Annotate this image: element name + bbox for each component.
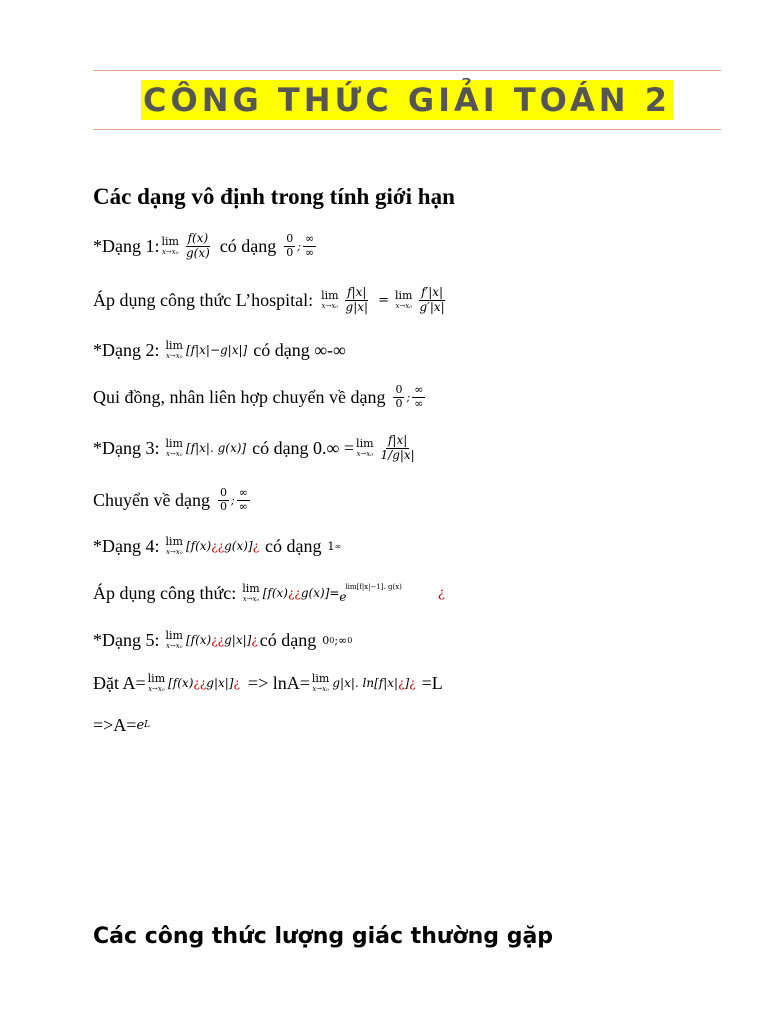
bottom-rule: [93, 129, 721, 130]
result-line: [93, 705, 152, 745]
dang1-label: *Dạng 1:: [93, 235, 160, 256]
ap-dung-4-label: Áp dụng công thức:: [93, 582, 237, 603]
dang5-label: *Dạng 5:: [93, 629, 160, 650]
ln-a-formula: lim x→x₀ g|x|. ln[f|x| ¿ ] ¿: [311, 672, 416, 693]
dang1-formula: [162, 232, 214, 261]
chuyen-line: [93, 480, 254, 520]
dang2-formula: lim x→x₀ [f|x|−g|x|]: [165, 339, 248, 360]
lhospital-line: [93, 280, 451, 320]
dang3-rhs: lim x→x₀ $\frac{f|x|}{1/g|x|}$: [356, 432, 415, 462]
result-label: =>A=: [93, 714, 137, 735]
dang4-form: 1 ∞: [327, 539, 342, 553]
result-formula: e L: [136, 717, 151, 733]
dang1-line: [93, 226, 320, 266]
title-wrap: [93, 80, 721, 120]
chuyen-text: Chuyển về dạng: [93, 489, 210, 510]
dang4-label: *Dạng 4:: [93, 535, 160, 556]
dang5-line: [93, 620, 354, 660]
dang4-text: có dạng: [265, 535, 322, 556]
dat-a-line: [93, 663, 443, 703]
dang3-formula: lim x→x₀ [f|x|. g(x)]: [165, 437, 247, 458]
lhospital-formula: lim x→x₀ $\frac{f|x|}{g|x|}$ = lim x→x₀ $\frac{f'|x|}{g'|x|}$: [321, 284, 445, 314]
top-rule: [93, 70, 721, 71]
section2-heading: Các công thức lượng giác thường gặp: [93, 924, 554, 949]
dang1-text: có dạng: [219, 235, 277, 256]
dat-a-mid: => lnA=: [247, 672, 310, 693]
dat-a-formula: lim x→x₀ [f(x) ¿¿ g|x|] ¿: [147, 672, 240, 693]
dang1-forms: $\frac{0}{0}$ ; $\frac{\infty}{\infty}$: [286, 231, 315, 259]
dang3-label: *Dạng 3:: [93, 437, 160, 458]
dang4-line: [93, 526, 343, 566]
section1-heading: Các dạng vô định trong tính giới hạn: [93, 184, 455, 209]
dang3-line: [93, 428, 421, 468]
lhospital-label: Áp dụng công thức L’hospital:: [93, 289, 314, 310]
dang2-label: *Dạng 2:: [93, 339, 160, 360]
ap-dung-4-line: [93, 573, 447, 613]
lim-op: lim x→x₀: [161, 235, 179, 256]
dang3-text: có dạng 0.∞ =: [252, 437, 355, 458]
dang2-line: [93, 330, 346, 370]
dang5-formula: lim x→x₀ [f(x) ¿¿ g|x|] ¿: [165, 629, 258, 650]
dang4-formula: lim x→x₀ [f(x) ¿¿ g(x)] ¿: [165, 535, 260, 556]
dang5-forms: 0 0 ;∞ 0: [322, 633, 353, 647]
fraction: $\frac{f(x)}{g(x)}$: [185, 230, 210, 260]
dang2-text: có dạng ∞-∞: [253, 339, 346, 360]
qui-dong-line: [93, 377, 429, 417]
dat-a-end: =L: [421, 672, 443, 693]
dang5-text: có dạng: [259, 629, 317, 650]
qui-dong-text: Qui đồng, nhân liên hợp chuyển về dạng: [93, 386, 386, 407]
qui-dong-forms: $\frac{0}{0}$ ; $\frac{\infty}{\infty}$: [395, 382, 424, 410]
page-title: CÔNG THỨC GIẢI TOÁN 2: [143, 81, 671, 119]
chuyen-forms: $\frac{0}{0}$ ; $\frac{\infty}{\infty}$: [219, 485, 248, 513]
dat-a-label: Đặt A=: [93, 672, 146, 693]
ap-dung-4-formula: lim x→x₀ [f(x) ¿¿ g(x)]= lim[f|x|−1]. g(x) e ¿: [242, 582, 445, 604]
